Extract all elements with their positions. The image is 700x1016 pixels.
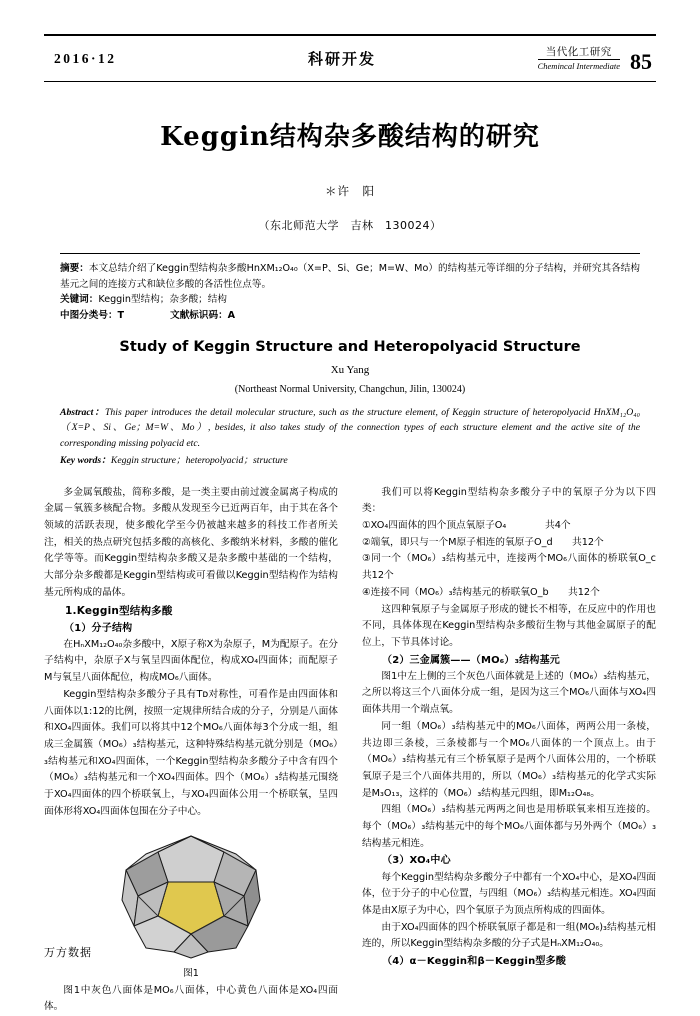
- right-para-7: 由于XO₄四面体的四个桥联氧原子都是和一组(MO₆)₃结构基元相连的，所以Keggin型结构杂多酸的分子式是HₙXM₁₂O₄₀。: [362, 921, 656, 950]
- abstract-block-cn: [44, 253, 656, 325]
- journal-title-block: [538, 46, 620, 72]
- right-para-3: 图1中左上侧的三个灰色八面体就是上述的（MO₆）₃结构基元，之所以将这三个八面体分成一组，是因为这三个MO₆八面体与XO₄四面体共用一个端点氧。: [362, 670, 656, 716]
- right-para-1: 我们可以将Keggin型结构杂多酸分子中的氧原子分为以下四类：: [362, 486, 656, 515]
- page-title-en: Study of Keggin Structure and Heteropolyacid Structure: [119, 338, 581, 355]
- keywords-label-cn: 关键词：: [60, 294, 99, 306]
- clc-label: 中图分类号：T: [60, 310, 125, 322]
- left-para-1: 多金属氧酸盐，简称多酸，是一类主要由前过渡金属离子构成的金属－氧簇多核配合物。多酸从发现至今已近两百年，由于其在各个领域的活跃表现，使多酸化学至今仍被越来越多的科技工作者所关注，相关的热点研究包括多酸的高核化、多酸纳米材料，多酸的催化化学等等。而Keggin型结构杂多酸又是杂多酸中基础的一个结构，大部分杂多酸都是Keggin型结构或可看做以Keggin型结构作为结构基元所构成的晶体。: [44, 486, 338, 598]
- keywords-en: [44, 453, 656, 469]
- journal-title-en: Chemincal Intermediate: [537, 60, 620, 71]
- author-en: Xu Yang: [330, 363, 370, 376]
- affiliation-en: (Northeast Normal University, Changchun, Jilin, 130024): [234, 383, 466, 395]
- affiliation-cn: （东北师范大学 吉林 130024）: [258, 219, 442, 232]
- abstract-label-cn: 摘要：: [60, 263, 89, 274]
- keywords-cn: [60, 292, 640, 308]
- abstract-label-en: Abstract：: [60, 406, 106, 418]
- journal-title-cn: 当代化工研究: [545, 45, 612, 58]
- right-para-6: 每个Keggin型结构杂多酸分子中都有一个XO₄中心，是XO₄四面体，位于分子的中心位置，与四组（MO₆）₃结构基元相连。XO₄四面体是由X原子为中心，四个氧原子为顶点所构成的四面体。: [362, 871, 656, 916]
- body-columns: [44, 485, 676, 1016]
- oxygen-item-1: ①XO₄四面体的四个顶点氧原子O₄ 共4个: [362, 520, 571, 532]
- left-column: [44, 485, 338, 1016]
- figure-1-caption: 图1: [183, 968, 199, 980]
- oxygen-item-3: ③同一个（MO₆）₃结构基元中，连接两个MO₆八面体的桥联氧O_c 共12个: [362, 553, 676, 582]
- left-para-3: Keggin型结构杂多酸分子具有Tᴅ对称性，可看作是由四面体和八面体以1:12的比例，按照一定规律所结合成的分子，分别是八面体和XO₄四面体。我们可以将其中12个MO₆八面体每3个分成一组，组成三金属簇（MO₆）₃结构基元，这种特殊结构基元就分别是（MO₆）₃结构基元和XO₄四面体，一个Keggin型结构杂多酸分子中含有四个（MO₆）₃结构基元和一个XO₄四面体。四个（MO₆）₃结构基元围绕于XO₄四面体的四个桥联氧上，与XO₄四面体公用一个桥联氧，呈四面体形将XO₄四面体包围在分子中心。: [44, 688, 338, 817]
- classification-line: [60, 308, 640, 324]
- keywords-text-en: Keggin structure；heteropolyacid；structure: [110, 455, 288, 467]
- keywords-text-cn: Keggin型结构；杂多酸；结构: [98, 294, 227, 306]
- running-head: [44, 34, 656, 82]
- article-page: [0, 34, 700, 1013]
- database-watermark: 万方数据: [44, 946, 92, 959]
- header-rule-bottom: [44, 81, 656, 82]
- heading-xo4-center: （3）XO₄中心: [382, 855, 451, 867]
- left-para-2: 在HₙXM₁₂O₄₀杂多酸中，X原子称X为杂原子，M为配原子。在分子结构中，杂原子X与氧呈四面体配位，构成XO₄四面体；而配原子M与氧呈八面体配位，构成MO₆八面体。: [44, 638, 338, 684]
- heading-keggin-polyacid: 1.Keggin型结构多酸: [65, 604, 173, 617]
- page-title: Keggin结构杂多酸结构的研究: [160, 122, 540, 152]
- page-number: 85: [630, 49, 652, 75]
- heading-alpha-beta-keggin: （4）α－Keggin和β－Keggin型多酸: [382, 955, 567, 967]
- heading-molecular-structure: （1）分子结构: [64, 622, 133, 634]
- abstract-cn: [60, 261, 640, 292]
- abstract-divider: [60, 253, 640, 254]
- keywords-label-en: Key words：: [60, 455, 111, 467]
- right-para-2: 这四种氧原子与金属原子形成的键长不相等，在反应中的作用也不同，具体体现在Keggin型结构杂多酸衍生物与其他金属原子的配位上，下节具体讨论。: [362, 603, 656, 648]
- right-para-5: 四组（MO₆）₃结构基元两两之间也是用桥联氧来相互连接的。每个（MO₆）₃结构基元中的每个MO₆八面体都与另外两个（MO₆）₃结构基元相连。: [362, 804, 656, 849]
- right-para-4: 同一组（MO₆）₃结构基元中的MO₆八面体，两两公用一条棱，共边即三条棱，三条棱都与一个MO₆八面体的一个顶点上。由于（MO₆）₃结构基元有三个桥氧原子是两个八面体公用的，一个桥联氧原子是三个八面体共用的，所以（MO₆）₃结构基元的化学式实际是M₃O₁₃，这样的（MO₆）₃结构基元四组，即M₁₂O₄₈。: [362, 720, 656, 799]
- author-cn: ＊许 阳: [325, 184, 375, 198]
- keggin-structure-diagram: [116, 830, 266, 962]
- heading-trimetal-cluster: （2）三金属簇——（MO₆）₃结构基元: [382, 654, 560, 666]
- abstract-text-en: This paper introduces the detail molecular structure, such as the structure element, of Keggin structure of heteropolyacid HnXM₁₂O₄₀（X=P、Si、Ge；M=W、Mo）, besides, it also takes study of the connection types of each structure element and the active site of the corresponding missing polyacid etc.: [60, 406, 641, 449]
- doc-code-label: 文献标识码：A: [170, 310, 236, 322]
- issue-date: 2016·12: [54, 50, 117, 66]
- section-title: 科研开发: [308, 50, 377, 68]
- abstract-text-cn: 本文总结介绍了Keggin型结构杂多酸HnXM₁₂O₄₀（X=P、Si、Ge；M=W、Mo）的结构基元等详细的分子结构，并研究其各结构基元之间的连接方式和缺位多酸的各活性位点等。: [60, 263, 641, 290]
- right-column: [362, 485, 676, 1016]
- abstract-en: [44, 405, 656, 452]
- oxygen-item-4: ④连接不同（MO₆）₃结构基元的桥联氧O_b 共12个: [362, 586, 600, 598]
- figure-1-note: 图1中灰色八面体是MO₆八面体，中心黄色八面体是XO₄四面体。: [44, 984, 338, 1013]
- oxygen-item-2: ②端氧，即只与一个M原子相连的氧原子O_d 共12个: [362, 536, 604, 548]
